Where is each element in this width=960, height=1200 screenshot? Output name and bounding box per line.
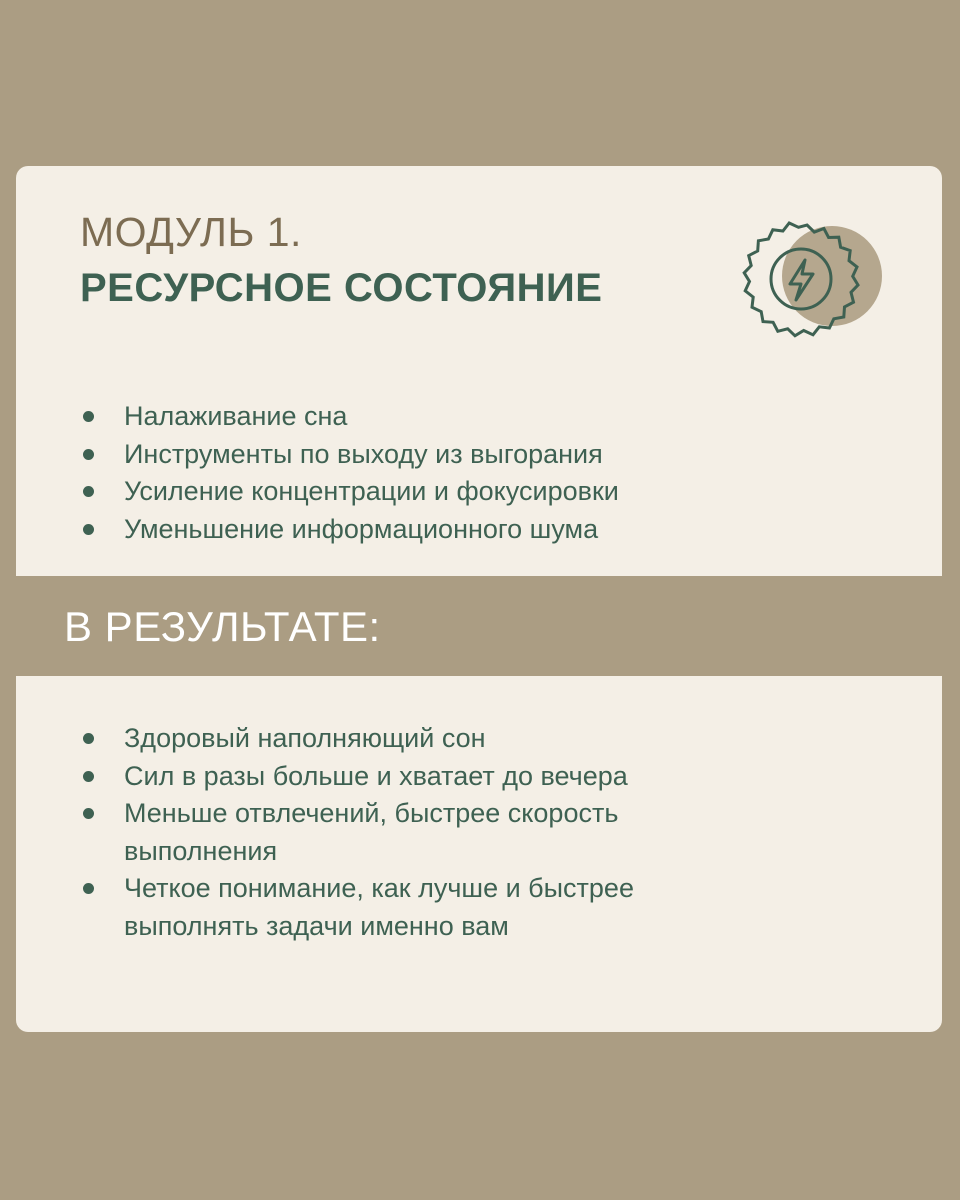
result-card (16, 676, 942, 1032)
bullet-dot (83, 733, 94, 744)
bullet-dot (83, 524, 94, 535)
bullet-dot (83, 449, 94, 460)
lightning-badge-icon (730, 216, 890, 356)
result-list (80, 720, 764, 945)
bullet-dot (83, 808, 94, 819)
list-item-text: Налаживание сна (124, 401, 348, 431)
result-heading: В РЕЗУЛЬТАТЕ: (64, 603, 381, 650)
list-item-text: Уменьшение информационного шума (124, 513, 599, 544)
list-item-text: Меньше отвлечений, быстрее скорость выполнения (124, 798, 619, 866)
list-item-text: Здоровый наполняющий сон (124, 723, 486, 753)
list-item-text: Четкое понимание, как лучше и быстрее выполнять задачи именно вам (124, 873, 634, 941)
list-item-text: Усиление концентрации и фокусировки (124, 476, 619, 506)
list-item (80, 473, 764, 511)
list-item (80, 795, 764, 870)
bullet-dot (83, 771, 94, 782)
list-item-text: Сил в разы больше и хватает до вечера (124, 760, 628, 791)
bullet-dot (83, 883, 94, 894)
module-label: МОДУЛЬ 1. (80, 209, 302, 255)
list-item (80, 720, 764, 758)
module-card (16, 166, 942, 576)
bullet-dot (83, 411, 94, 422)
list-item (80, 436, 764, 474)
list-item-text: Инструменты по выходу из выгорания (124, 438, 603, 469)
bullet-dot (83, 486, 94, 497)
list-item (80, 758, 764, 796)
list-item (80, 511, 764, 549)
module-title: РЕСУРСНОЕ СОСТОЯНИЕ (80, 266, 603, 310)
list-item (80, 870, 764, 945)
module-topics-list (80, 398, 764, 548)
list-item (80, 398, 764, 436)
